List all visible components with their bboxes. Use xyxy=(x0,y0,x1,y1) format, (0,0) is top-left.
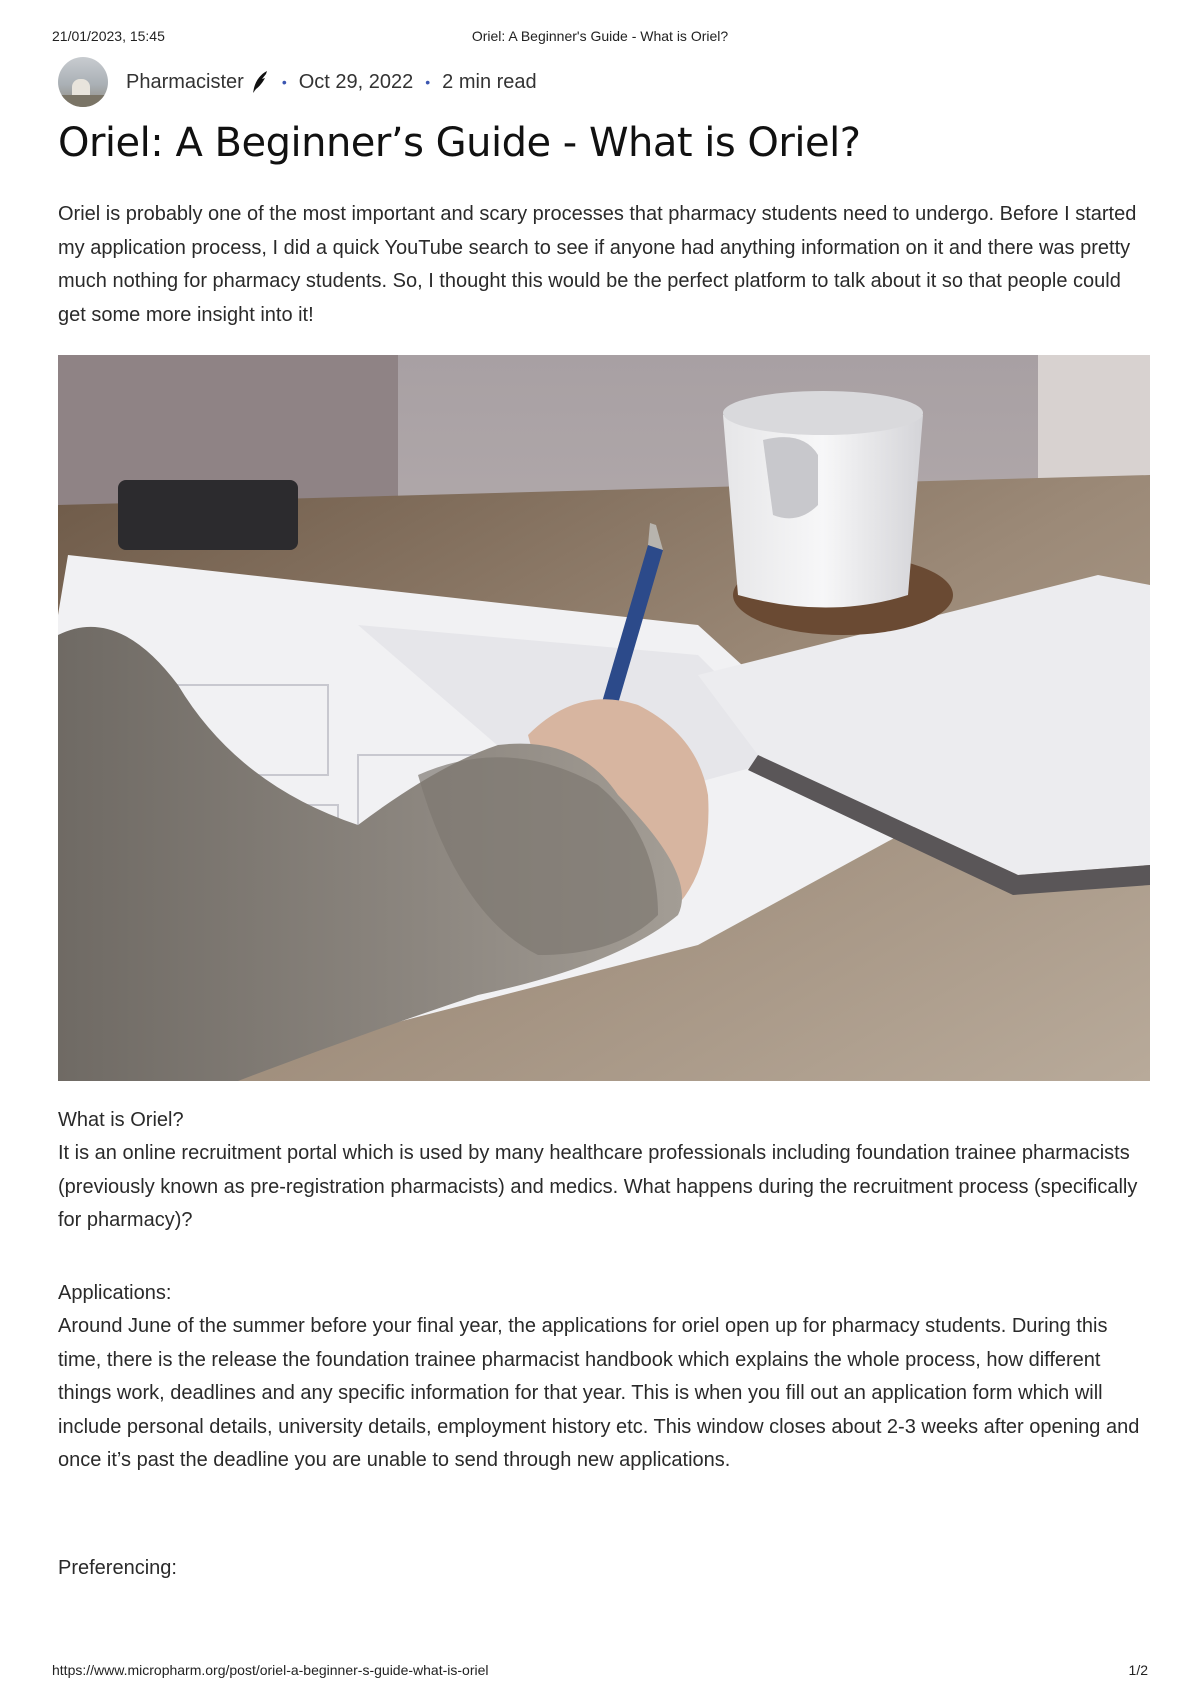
hero-image xyxy=(58,355,1150,1081)
avatar[interactable] xyxy=(58,57,108,107)
print-footer xyxy=(52,1662,1148,1682)
quill-icon xyxy=(250,70,270,94)
meta-separator-dot: • xyxy=(425,74,431,90)
section-paragraph: Around June of the summer before your final year, the applications for oriel open up for pharmacy students. During this time, there is the release the foundation trainee pharmacist handbook which explains the whole process, how different things work, deadlines and any specific information for that year. This is when you fill out an application form which will include personal details, university details, employment history etc. This window closes about 2-3 weeks after opening and once it’s past the deadline you are unable to send through new applications. xyxy=(58,1315,1140,1471)
section-heading: Applications: xyxy=(58,1282,172,1304)
meta-separator-dot: • xyxy=(281,74,287,90)
post-meta xyxy=(58,57,537,107)
read-time: 2 min read xyxy=(442,70,537,93)
section-paragraph: It is an online recruitment portal which is used by many healthcare professionals including foundation trainee pharmacists (previously known as pre-registration pharmacists) and medics. What happens during the recruitment process (specifically for pharmacy)? xyxy=(58,1142,1138,1231)
print-timestamp: 21/01/2023, 15:45 xyxy=(52,28,165,44)
post-title: Oriel: A Beginner’s Guide - What is Oriel? xyxy=(58,120,861,166)
print-header xyxy=(52,28,1148,48)
author-name[interactable]: Pharmacister xyxy=(126,70,244,93)
print-url: https://www.micropharm.org/post/oriel-a-beginner-s-guide-what-is-oriel xyxy=(52,1662,489,1678)
print-page-title: Oriel: A Beginner's Guide - What is Oriel? xyxy=(471,28,729,44)
section-heading: What is Oriel? xyxy=(58,1109,184,1131)
intro-paragraph: Oriel is probably one of the most important and scary processes that pharmacy students need to undergo. Before I started my application process, I did a quick YouTube search to see if anyone had anything information on it and there was pretty much nothing for pharmacy students. So, I thought this would be the perfect platform to talk about it so that people could get some more insight into it! xyxy=(58,203,1137,326)
page-number: 1/2 xyxy=(1128,1662,1148,1678)
post-date: Oct 29, 2022 xyxy=(298,70,414,93)
section-heading: Preferencing: xyxy=(58,1557,177,1579)
